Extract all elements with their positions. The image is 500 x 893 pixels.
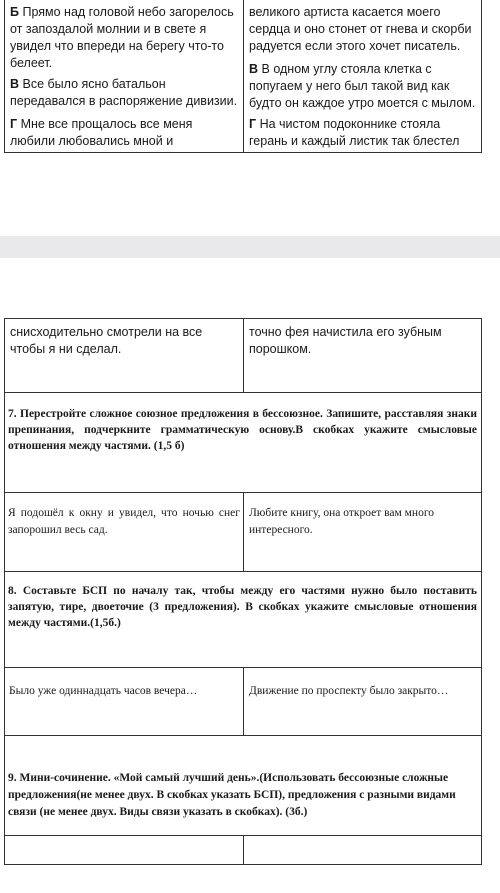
task8-left-text: Было уже одиннадцать часов вечера… xyxy=(9,685,198,697)
task8-right-text: Движение по проспекту было закрыто… xyxy=(249,685,449,697)
task7-left-text: Я подошёл к окну и увидел, что ночью снег запорошил весь сад. xyxy=(8,507,240,536)
option-letter: Г xyxy=(249,117,257,131)
task7-right-text: Любите книгу, она откроет вам много интересного. xyxy=(249,507,434,536)
option-text: На чистом подоконнике стояла герань и каждый листик так блестел xyxy=(249,117,460,148)
option-g-right xyxy=(249,116,479,150)
option-letter: В xyxy=(10,77,20,91)
cont-right-text: точно фея начистила его зубным порошком. xyxy=(249,325,442,356)
task8-right-cell xyxy=(243,667,482,736)
option-text: Все было ясно батальон передавался в распоряжение дивизии. xyxy=(10,77,238,108)
option-v-left xyxy=(10,76,240,110)
task8-text: 8. Составьте БСП по началу так, чтобы между его частями нужно было поставить запятую, тире, двоеточие (3 предложения). В скобках укажите смысловые отношения между частями.(1,5б.) xyxy=(8,585,477,629)
option-b-left xyxy=(10,4,240,72)
page-gap xyxy=(0,236,500,258)
option-text: В одном углу стояла клетка с попугаем у него был такой вид как будто он каждое утро моется с мылом. xyxy=(249,62,476,110)
option-text: Мне все прощалось все меня любили любовались мной и xyxy=(10,117,193,148)
option-text: великого артиста касается моего сердца и оно стонет от гнева и скорби радуется если этого хочет писатель. xyxy=(249,5,472,53)
task9-text: 9. Мини-сочинение. «Мой самый лучший день».(Использовать бессоюзные сложные предложения(не менее двух. В скобках указать БСП), предложения с разными видами связи (не менее двух. Виды связи указать в скобках). (3б.) xyxy=(8,772,456,818)
option-text: Прямо над головой небо загорелось от запоздалой молнии и в свете я увидел что впереди на берегу что-то белеет. xyxy=(10,5,234,70)
option-v-right xyxy=(249,61,479,112)
task7-text: 7. Перестройте сложное союзное предложения в бессоюзное. Запишите, расставляя знаки препинания, подчеркните грамматическую основу.В скобках укажите смысловые отношения между частями. (1,5 б) xyxy=(8,408,477,452)
option-g-left xyxy=(10,116,240,150)
task9-answer-left-cell xyxy=(4,835,244,865)
option-letter: Б xyxy=(10,5,19,19)
task8-left-cell xyxy=(4,667,244,736)
option-letter: В xyxy=(249,62,259,76)
option-letter: Г xyxy=(10,117,18,131)
option-b-right-continued xyxy=(249,4,479,55)
cont-left-text: снисходительно смотрели на все чтобы я ни сделал. xyxy=(10,325,203,356)
task9-answer-right-cell xyxy=(243,835,482,865)
